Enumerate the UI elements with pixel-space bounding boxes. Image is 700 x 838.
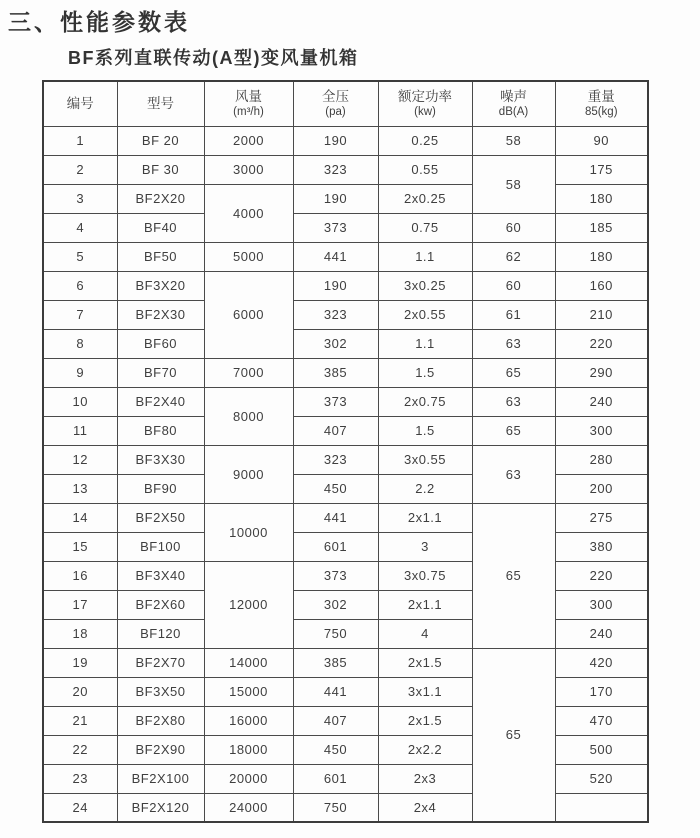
cell-pressure: 385 (293, 358, 378, 387)
cell-airflow: 24000 (204, 793, 293, 822)
cell-model: BF40 (117, 213, 204, 242)
cell-power: 1.5 (378, 416, 472, 445)
cell-power: 2.2 (378, 474, 472, 503)
column-header-weight (555, 81, 648, 126)
cell-power: 0.55 (378, 155, 472, 184)
cell-pressure: 407 (293, 706, 378, 735)
cell-id: 6 (43, 271, 117, 300)
cell-weight: 220 (555, 561, 648, 590)
table-row (43, 532, 648, 561)
table-title: BF系列直联传动(A型)变风量机箱 (68, 48, 359, 68)
cell-model: BF80 (117, 416, 204, 445)
cell-weight: 90 (555, 126, 648, 155)
column-label: 噪声 (500, 88, 527, 104)
column-unit: 85(kg) (584, 105, 618, 118)
column-label: 风量 (235, 88, 262, 104)
column-header-pressure (293, 81, 378, 126)
table-row (43, 445, 648, 474)
cell-airflow: 4000 (204, 184, 293, 242)
cell-weight: 300 (555, 416, 648, 445)
page-title: 三、性能参数表 (8, 9, 190, 35)
cell-power: 2x4 (378, 793, 472, 822)
cell-pressure: 441 (293, 242, 378, 271)
cell-weight: 300 (555, 590, 648, 619)
cell-weight: 290 (555, 358, 648, 387)
cell-pressure: 302 (293, 590, 378, 619)
cell-weight (555, 793, 648, 822)
cell-model: BF2X70 (117, 648, 204, 677)
cell-model: BF2X60 (117, 590, 204, 619)
cell-model: BF2X100 (117, 764, 204, 793)
cell-noise: 65 (472, 503, 555, 648)
table-header (43, 81, 648, 126)
table-row (43, 503, 648, 532)
cell-power: 3x0.55 (378, 445, 472, 474)
cell-id: 7 (43, 300, 117, 329)
cell-model: BF3X40 (117, 561, 204, 590)
cell-weight: 275 (555, 503, 648, 532)
column-label: 重量 (587, 88, 615, 104)
cell-model: BF2X90 (117, 735, 204, 764)
cell-model: BF60 (117, 329, 204, 358)
table-row (43, 706, 648, 735)
cell-noise: 58 (472, 126, 555, 155)
table-row (43, 793, 648, 822)
cell-power: 2x1.1 (378, 503, 472, 532)
cell-power: 2x2.2 (378, 735, 472, 764)
table-row (43, 329, 648, 358)
table-row (43, 300, 648, 329)
cell-weight: 380 (555, 532, 648, 561)
cell-id: 13 (43, 474, 117, 503)
table-row (43, 590, 648, 619)
cell-id: 2 (43, 155, 117, 184)
cell-noise: 63 (472, 387, 555, 416)
cell-noise: 58 (472, 155, 555, 213)
cell-id: 12 (43, 445, 117, 474)
cell-model: BF3X50 (117, 677, 204, 706)
cell-weight: 180 (555, 184, 648, 213)
cell-noise: 62 (472, 242, 555, 271)
cell-id: 1 (43, 126, 117, 155)
cell-weight: 470 (555, 706, 648, 735)
performance-parameter-table (42, 80, 649, 823)
cell-model: BF 30 (117, 155, 204, 184)
cell-pressure: 385 (293, 648, 378, 677)
cell-airflow: 6000 (204, 271, 293, 358)
table-row (43, 126, 648, 155)
cell-weight: 185 (555, 213, 648, 242)
table-row (43, 764, 648, 793)
cell-airflow: 18000 (204, 735, 293, 764)
table-row (43, 619, 648, 648)
cell-id: 10 (43, 387, 117, 416)
column-label: 型号 (147, 95, 174, 111)
cell-pressure: 323 (293, 300, 378, 329)
cell-model: BF 20 (117, 126, 204, 155)
cell-noise: 63 (472, 445, 555, 503)
cell-weight: 240 (555, 619, 648, 648)
cell-pressure: 302 (293, 329, 378, 358)
cell-pressure: 407 (293, 416, 378, 445)
cell-pressure: 373 (293, 213, 378, 242)
column-label: 编号 (66, 95, 94, 111)
cell-pressure: 441 (293, 677, 378, 706)
table-row (43, 416, 648, 445)
cell-id: 8 (43, 329, 117, 358)
cell-power: 1.1 (378, 329, 472, 358)
cell-power: 3 (378, 532, 472, 561)
cell-weight: 180 (555, 242, 648, 271)
cell-id: 18 (43, 619, 117, 648)
cell-pressure: 750 (293, 619, 378, 648)
cell-power: 0.75 (378, 213, 472, 242)
table-row (43, 358, 648, 387)
cell-id: 19 (43, 648, 117, 677)
cell-id: 11 (43, 416, 117, 445)
cell-airflow: 7000 (204, 358, 293, 387)
cell-pressure: 190 (293, 271, 378, 300)
cell-airflow: 14000 (204, 648, 293, 677)
column-unit: dB(A) (498, 105, 529, 118)
cell-id: 3 (43, 184, 117, 213)
cell-airflow: 15000 (204, 677, 293, 706)
cell-model: BF2X30 (117, 300, 204, 329)
cell-id: 17 (43, 590, 117, 619)
cell-power: 3x1.1 (378, 677, 472, 706)
cell-noise: 60 (472, 271, 555, 300)
cell-airflow: 8000 (204, 387, 293, 445)
cell-power: 3x0.75 (378, 561, 472, 590)
cell-power: 2x1.5 (378, 706, 472, 735)
column-header-noise (472, 81, 555, 126)
table-row (43, 271, 648, 300)
cell-weight: 200 (555, 474, 648, 503)
cell-model: BF3X20 (117, 271, 204, 300)
cell-model: BF3X30 (117, 445, 204, 474)
cell-pressure: 750 (293, 793, 378, 822)
cell-airflow: 3000 (204, 155, 293, 184)
column-header-power (378, 81, 472, 126)
column-unit: (kw) (414, 105, 436, 118)
cell-airflow: 20000 (204, 764, 293, 793)
table-row (43, 184, 648, 213)
cell-weight: 160 (555, 271, 648, 300)
cell-weight: 500 (555, 735, 648, 764)
cell-model: BF2X120 (117, 793, 204, 822)
column-label: 全压 (322, 88, 349, 104)
cell-model: BF120 (117, 619, 204, 648)
cell-pressure: 190 (293, 184, 378, 213)
cell-power: 2x0.75 (378, 387, 472, 416)
cell-id: 15 (43, 532, 117, 561)
cell-weight: 175 (555, 155, 648, 184)
cell-id: 20 (43, 677, 117, 706)
cell-power: 4 (378, 619, 472, 648)
cell-airflow: 12000 (204, 561, 293, 648)
column-header-airflow (204, 81, 293, 126)
table-row (43, 474, 648, 503)
cell-power: 0.25 (378, 126, 472, 155)
cell-model: BF90 (117, 474, 204, 503)
column-unit: (pa) (325, 105, 346, 118)
cell-power: 2x1.5 (378, 648, 472, 677)
cell-model: BF2X40 (117, 387, 204, 416)
cell-weight: 220 (555, 329, 648, 358)
cell-id: 23 (43, 764, 117, 793)
cell-id: 9 (43, 358, 117, 387)
cell-pressure: 323 (293, 155, 378, 184)
table-row (43, 561, 648, 590)
cell-weight: 420 (555, 648, 648, 677)
column-header-model (117, 81, 204, 126)
column-unit: (m³/h) (233, 105, 264, 118)
table-row (43, 677, 648, 706)
cell-noise: 60 (472, 213, 555, 242)
cell-power: 1.5 (378, 358, 472, 387)
cell-id: 4 (43, 213, 117, 242)
cell-airflow: 9000 (204, 445, 293, 503)
cell-model: BF100 (117, 532, 204, 561)
cell-airflow: 5000 (204, 242, 293, 271)
cell-noise: 65 (472, 416, 555, 445)
cell-power: 2x0.55 (378, 300, 472, 329)
cell-id: 16 (43, 561, 117, 590)
cell-id: 24 (43, 793, 117, 822)
cell-model: BF70 (117, 358, 204, 387)
cell-pressure: 190 (293, 126, 378, 155)
cell-airflow: 10000 (204, 503, 293, 561)
cell-pressure: 323 (293, 445, 378, 474)
cell-model: BF2X20 (117, 184, 204, 213)
cell-power: 2x0.25 (378, 184, 472, 213)
cell-airflow: 16000 (204, 706, 293, 735)
cell-id: 22 (43, 735, 117, 764)
cell-model: BF50 (117, 242, 204, 271)
cell-id: 14 (43, 503, 117, 532)
cell-pressure: 601 (293, 764, 378, 793)
table-row (43, 648, 648, 677)
cell-power: 1.1 (378, 242, 472, 271)
cell-noise: 65 (472, 648, 555, 822)
cell-noise: 61 (472, 300, 555, 329)
column-header-id (43, 81, 117, 126)
cell-model: BF2X50 (117, 503, 204, 532)
cell-pressure: 450 (293, 474, 378, 503)
cell-weight: 280 (555, 445, 648, 474)
cell-pressure: 601 (293, 532, 378, 561)
cell-weight: 520 (555, 764, 648, 793)
cell-pressure: 373 (293, 387, 378, 416)
header-row (43, 81, 648, 126)
table-row (43, 213, 648, 242)
cell-model: BF2X80 (117, 706, 204, 735)
table-body (43, 126, 648, 822)
cell-pressure: 373 (293, 561, 378, 590)
cell-weight: 170 (555, 677, 648, 706)
cell-power: 3x0.25 (378, 271, 472, 300)
table-row (43, 242, 648, 271)
cell-pressure: 450 (293, 735, 378, 764)
cell-power: 2x1.1 (378, 590, 472, 619)
cell-noise: 63 (472, 329, 555, 358)
cell-weight: 240 (555, 387, 648, 416)
cell-id: 5 (43, 242, 117, 271)
cell-pressure: 441 (293, 503, 378, 532)
cell-airflow: 2000 (204, 126, 293, 155)
table-row (43, 735, 648, 764)
column-label: 额定功率 (398, 88, 452, 104)
cell-id: 21 (43, 706, 117, 735)
table-row (43, 387, 648, 416)
cell-power: 2x3 (378, 764, 472, 793)
cell-weight: 210 (555, 300, 648, 329)
table-row (43, 155, 648, 184)
cell-noise: 65 (472, 358, 555, 387)
